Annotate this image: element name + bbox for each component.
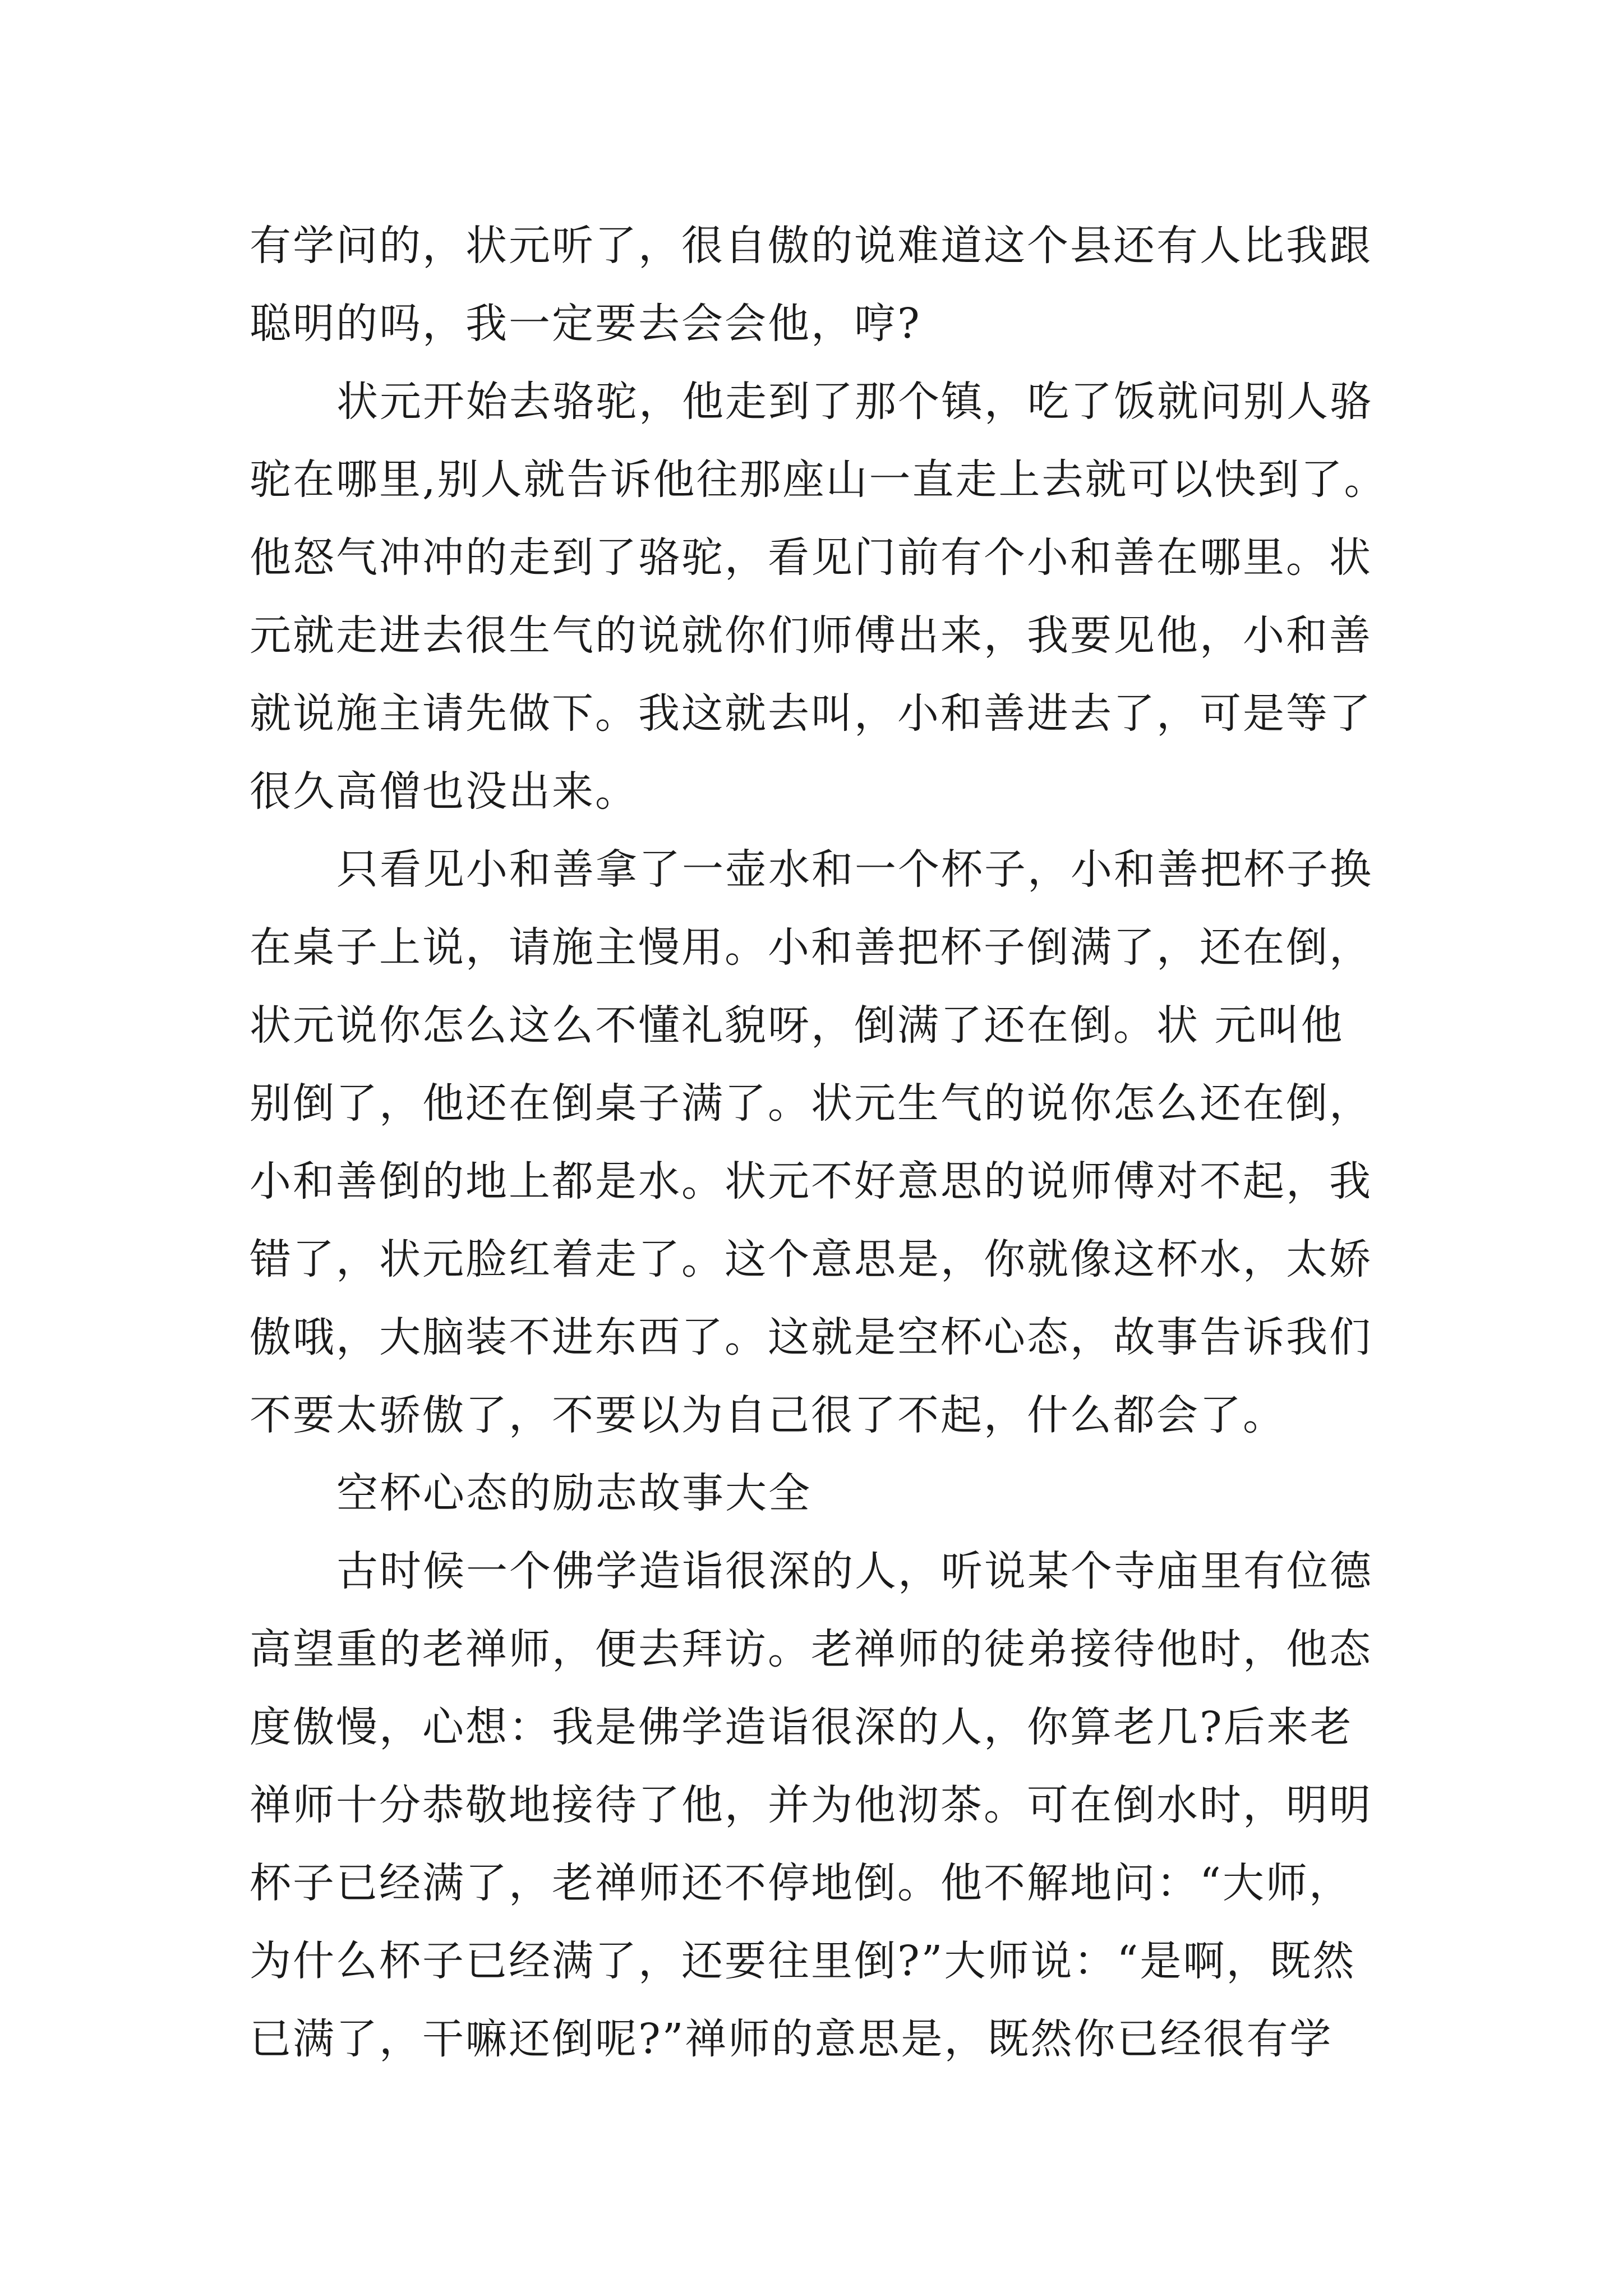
paragraph-start-line: 状元开始去骆驼，他走到了那个镇，吃了饭就问别人骆 [336,378,1373,426]
text-line: 已满了，干嘛还倒呢?”禅师的意思是，既然你已经很有学 [250,2015,1333,2063]
text-line: 有学问的，状元听了，很自傲的说难道这个县还有人比我跟 [250,222,1372,270]
text-line: 别倒了，他还在倒桌子满了。状元生气的说你怎么还在倒， [250,1079,1372,1128]
text-line: 驼在哪里,别人就告诉他往那座山一直走上去就可以快到了。 [250,455,1387,504]
text-line: 为什么杯子已经满了，还要往里倒?”大师说：“是啊，既然 [250,1937,1356,1985]
text-line: 傲哦，大脑装不进东西了。这就是空杯心态，故事告诉我们 [250,1313,1372,1361]
paragraph-start-line: 古时候一个佛学造诣很深的人，听说某个寺庙里有位德 [336,1547,1373,1595]
text-line: 很久高僧也没出来。 [250,767,638,816]
text-line: 杯子已经满了，老禅师还不停地倒。他不解地问：“大师， [250,1859,1352,1907]
text-line: 度傲慢，心想：我是佛学造诣很深的人，你算老几?后来老 [250,1703,1353,1751]
section-heading: 空杯心态的励志故事大全 [336,1469,811,1517]
text-line: 在桌子上说，请施主慢用。小和善把杯子倒满了，还在倒， [250,923,1372,972]
text-line: 元就走进去很生气的说就你们师傅出来，我要见他，小和善 [250,611,1372,660]
text-line: 状元说你怎么这么不懂礼貌呀，倒满了还在倒。状 元叫他 [250,1001,1344,1050]
text-line: 禅师十分恭敬地接待了他，并为他沏茶。可在倒水时，明明 [250,1781,1372,1829]
text-line: 小和善倒的地上都是水。状元不好意思的说师傅对不起，我 [250,1157,1372,1205]
text-line: 高望重的老禅师，便去拜访。老禅师的徒弟接待他时，他态 [250,1625,1372,1673]
text-line: 就说施主请先做下。我这就去叫，小和善进去了，可是等了 [250,689,1372,738]
text-line: 不要太骄傲了，不要以为自己很了不起，什么都会了。 [250,1391,1286,1439]
paragraph-start-line: 只看见小和善拿了一壶水和一个杯子，小和善把杯子换 [336,845,1373,894]
text-line: 错了，状元脸红着走了。这个意思是，你就像这杯水，太娇 [250,1235,1372,1283]
text-line: 聪明的吗，我一定要去会会他，哼? [250,300,921,348]
text-line: 他怒气冲冲的走到了骆驼，看见门前有个小和善在哪里。状 [250,533,1372,582]
